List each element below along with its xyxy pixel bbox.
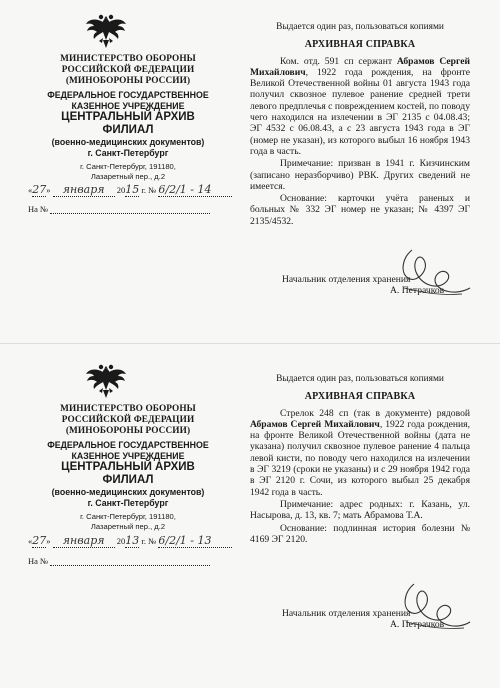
- note-paragraph: Примечание: адрес родных: г. Казань, ул. Насырова, д. 13, кв. 7; мать Абрамова Т.А.: [250, 498, 470, 522]
- date-month: января: [53, 534, 115, 548]
- certificate-title: АРХИВНАЯ СПРАВКА: [304, 39, 416, 51]
- na-blank: [50, 565, 210, 566]
- archive-branch: ФИЛИАЛ: [102, 124, 154, 136]
- archive-name: ЦЕНТРАЛЬНЫЙ АРХИВ: [61, 111, 195, 123]
- date-day: 27: [32, 534, 47, 547]
- note-paragraph: Примечание: призван в 1941 г. Кизчинским (записано неразборчиво) РВК. Других сведений не имеется.: [250, 158, 470, 192]
- date-mid: г. №: [141, 185, 157, 195]
- issued-note: Выдается один раз, пользоваться копиями: [276, 374, 444, 384]
- signature-block: [282, 256, 482, 316]
- body-text: Стрелок 248 сп (так в документе) рядовой: [280, 407, 470, 419]
- basis-paragraph: Основание: карточки учёта раненых и больных № 332 ЭГ номер не указан; № 4397 ЭГ 2135/4532.: [250, 193, 470, 227]
- reference-number: 6/2/1 - 14: [158, 183, 232, 197]
- certificate-body: [250, 408, 470, 498]
- certificate-body: [250, 56, 470, 158]
- signature-block: [282, 590, 482, 650]
- reference-number: 6/2/1 - 13: [158, 534, 232, 548]
- signatory-title: Начальник отделения хранения: [282, 608, 411, 619]
- year-prefix: 20: [116, 536, 126, 546]
- ministry-line: (МИНОБОРОНЫ РОССИИ): [65, 426, 191, 436]
- address-line: г. Санкт-Петербург, 191180,: [80, 512, 176, 521]
- institution-line: КАЗЕННОЕ УЧРЕЖДЕНИЕ: [71, 100, 185, 111]
- body-text: , 1922 года рождения, на фронте Великой Отечественной войны 01 августа 1943 года получил сквозное пулевое ранение средней трети левого предплечья с повреждением костей, по поводу чего находился на излечении в ЭГ 2135 с 04.08.43; ЭГ 4532 с 06.08.43, а с 23 августа 1943 года в ЭГ (номер не указан), из которого выбыл 16 ноября 1943 года в часть.: [250, 66, 470, 157]
- na-blank: [50, 213, 210, 214]
- ministry-line: МИНИСТЕРСТВО ОБОРОНЫ: [60, 404, 196, 414]
- archive-city: г. Санкт-Петербург: [87, 497, 169, 508]
- date-number-line: «27» января 2013 г. № 6/2/1 - 13: [28, 534, 250, 548]
- institution-line: ФЕДЕРАЛЬНОЕ ГОСУДАРСТВЕННОЕ: [47, 90, 209, 100]
- ministry-line: РОССИЙСКОЙ ФЕДЕРАЦИИ: [61, 415, 195, 425]
- archive-subtitle: (военно-медицинских документов): [51, 137, 205, 147]
- archive-city: г. Санкт-Петербург: [87, 147, 169, 158]
- archive-branch: ФИЛИАЛ: [102, 474, 154, 486]
- institution-line: ФЕДЕРАЛЬНОЕ ГОСУДАРСТВЕННОЕ: [47, 440, 209, 450]
- address-line: Лазаретный пер., д.2: [90, 522, 166, 531]
- ministry-line: (МИНОБОРОНЫ РОССИИ): [65, 76, 191, 86]
- year-prefix: 20: [116, 185, 126, 195]
- double-headed-eagle-emblem: [84, 360, 128, 400]
- address-line: Лазаретный пер., д.2: [90, 172, 166, 181]
- date-mid: г. №: [141, 536, 157, 546]
- body-text: , 1922 года рождения, на фронте Великой Отечественной войны (дата не указана) получил сквозное пулевое ранение 4 пальца левой кисти, по поводу чего находился на излечении в ЭГ 3219 (сроки не указаны) и с 29 ноября 1942 года в ЭГ 2120 г. Сочи, из которого выбыл 25 декабря 1942 года в часть.: [250, 418, 470, 498]
- signatory-title: Начальник отделения хранения: [282, 274, 411, 285]
- certificate-title: АРХИВНАЯ СПРАВКА: [304, 391, 416, 403]
- na-label: На №: [28, 556, 49, 566]
- body-text: Ком. отд. 591 сп сержант: [280, 55, 397, 67]
- issued-note: Выдается один раз, пользоваться копиями: [276, 22, 444, 32]
- double-headed-eagle-emblem: [84, 10, 128, 50]
- ministry-line: РОССИЙСКОЙ ФЕДЕРАЦИИ: [61, 65, 195, 75]
- date-day: 27: [32, 183, 47, 196]
- signatory-name: А. Петрачков: [390, 619, 445, 630]
- soldier-name: Абрамов Сергей Михайлович: [250, 55, 470, 78]
- soldier-name: Абрамов Сергей Михайлович: [250, 418, 380, 430]
- date-month: января: [53, 183, 115, 197]
- signatory-name: А. Петрачков: [390, 285, 445, 296]
- archive-name: ЦЕНТРАЛЬНЫЙ АРХИВ: [61, 461, 195, 473]
- basis-paragraph: Основание: подлинная история болезни № 4169 ЭГ 2120.: [250, 522, 470, 545]
- na-label: На №: [28, 204, 49, 214]
- date-year: 13: [125, 534, 140, 547]
- address-line: г. Санкт-Петербург, 191180,: [80, 162, 176, 171]
- date-number-line: «27» января 2015 г. № 6/2/1 - 14: [28, 183, 250, 197]
- institution-line: КАЗЕННОЕ УЧРЕЖДЕНИЕ: [71, 450, 185, 461]
- archive-certificate-2: [0, 344, 500, 688]
- archive-subtitle: (военно-медицинских документов): [51, 487, 205, 497]
- ministry-line: МИНИСТЕРСТВО ОБОРОНЫ: [60, 54, 196, 64]
- date-year: 15: [125, 183, 140, 196]
